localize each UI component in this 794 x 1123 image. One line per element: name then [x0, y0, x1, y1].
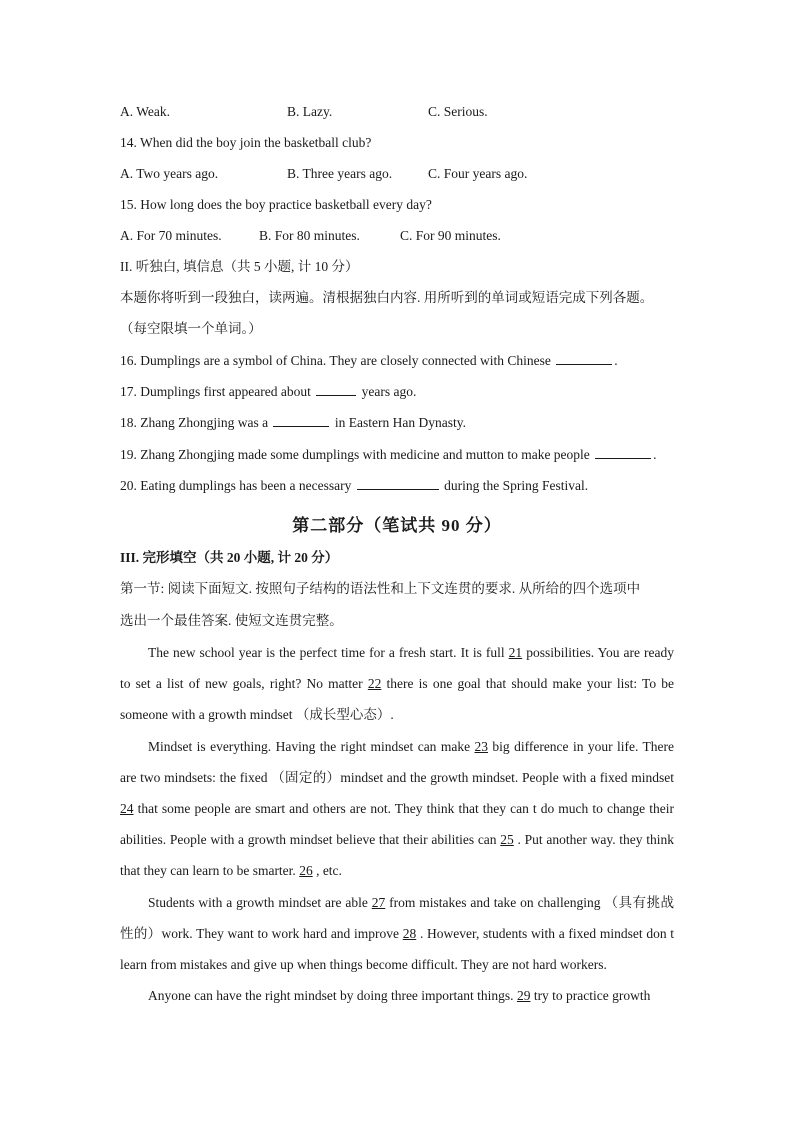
q14-option-b: B. Three years ago. — [287, 166, 393, 181]
q16-end: . — [614, 353, 618, 368]
q16-answer-blank[interactable] — [556, 352, 612, 365]
q13-option-c: C. Serious. — [428, 104, 488, 119]
cloze-passage — [120, 637, 674, 1011]
section-3-instruction-cont: 选出一个最佳答案. 使短文连贯完整。 — [120, 613, 343, 628]
part-2-heading: 第二部分（笔试共 90 分） — [292, 516, 502, 535]
q16-text: 16. Dumplings are a symbol of China. They are closely connected with Chinese — [120, 353, 551, 368]
blank-23[interactable]: 23 — [474, 738, 488, 754]
q14-question: 14. When did the boy join the basketball club? — [120, 135, 372, 150]
q17-end: years ago. — [361, 384, 417, 399]
q18-text: 18. Zhang Zhongjing was a — [120, 415, 269, 430]
q18 — [120, 414, 676, 432]
q15-question: 15. How long does the boy practice basketball every day? — [120, 197, 432, 212]
section-2-instruction: 本题你将听到一段独白，读两遍。清根据独白内容. 用所听到的单词或短语完成下列各题。 — [120, 290, 654, 305]
section-2-title: II. 听独白, 填信息（共 5 小题, 计 10 分） — [120, 259, 359, 274]
blank-28[interactable]: 28 — [402, 925, 417, 941]
q20-text: 20. Eating dumplings has been a necessary — [120, 478, 352, 493]
q13-option-b: B. Lazy. — [287, 104, 333, 119]
q20 — [120, 477, 676, 495]
q20-answer-blank[interactable] — [357, 477, 439, 490]
passage-paragraph-3: Students with a growth mindset are able 27 from mistakes and take on challenging （具有挑战性的）work. They want to work hard and improve 28 . However, students with a fixed mindset don t learn from mistakes and give up when things become difficult. They are not hard workers. — [120, 894, 675, 973]
q14-option-a: A. Two years ago. — [120, 166, 219, 181]
q19-end: . — [653, 447, 657, 462]
blank-25[interactable]: 25 — [500, 832, 514, 848]
q15-option-a: A. For 70 minutes. — [120, 228, 222, 243]
section-3-title: III. 完形填空（共 20 小题, 计 20 分） — [120, 550, 339, 565]
q18-answer-blank[interactable] — [273, 414, 329, 427]
blank-27[interactable]: 27 — [371, 894, 386, 910]
section-2-instruction-note: （每空限填一个单词。） — [120, 321, 262, 336]
q19 — [120, 446, 676, 464]
q20-end: during the Spring Festival. — [444, 478, 589, 493]
passage-paragraph-2: Mindset is everything. Having the right mindset can make 23 big difference in your life. There are two mindsets: the fixed （固定的）mindset and the growth mindset. People with a fixed mindset 24 that some people are smart and others are not. They think that they can t do much to change their abilities. People with a growth mindset believe that their abilities can 25 . Put another way. they think that they can learn to be smarter. 26 , etc. — [120, 738, 675, 879]
blank-26[interactable]: 26 — [299, 863, 313, 879]
q14-option-c: C. Four years ago. — [428, 166, 528, 181]
blank-29[interactable]: 29 — [516, 988, 531, 1004]
blank-24[interactable]: 24 — [120, 801, 134, 817]
blank-22[interactable]: 22 — [367, 676, 382, 692]
q15-option-c: C. For 90 minutes. — [400, 228, 501, 243]
passage-paragraph-4: Anyone can have the right mindset by doing three important things. 29 try to practice growth — [148, 988, 651, 1004]
q17-answer-blank[interactable] — [316, 383, 356, 396]
blank-21[interactable]: 21 — [508, 645, 523, 660]
q16 — [120, 352, 676, 370]
q18-end: in Eastern Han Dynasty. — [334, 415, 466, 430]
q19-answer-blank[interactable] — [595, 446, 651, 459]
q15-option-b: B. For 80 minutes. — [259, 228, 360, 243]
section-3-instruction: 第一节: 阅读下面短文. 按照句子结构的语法性和上下文连贯的要求. 从所给的四个选项中 — [120, 581, 641, 596]
q17 — [120, 383, 676, 401]
q13-option-a: A. Weak. — [120, 104, 171, 119]
passage-paragraph-1: The new school year is the perfect time for a fresh start. It is full 21 possibilities. You are ready to set a list of new goals, right? No matter 22 there is one goal that should make your list: To be someone with a growth mindset （成长型心态）. — [120, 645, 675, 723]
q17-text: 17. Dumplings first appeared about — [120, 384, 311, 399]
q19-text: 19. Zhang Zhongjing made some dumplings with medicine and mutton to make people — [120, 447, 590, 462]
